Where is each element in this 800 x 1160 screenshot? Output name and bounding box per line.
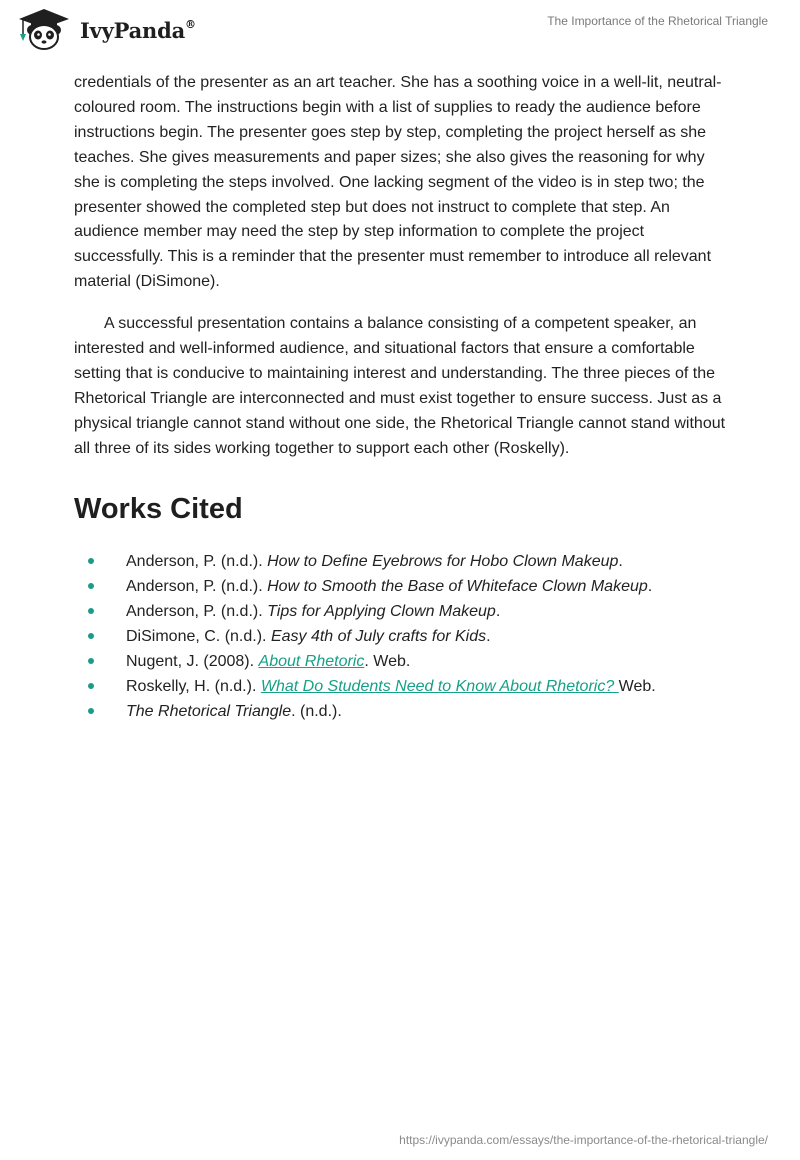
reference-item: Anderson, P. (n.d.). How to Define Eyebrows for Hobo Clown Makeup. [74, 549, 734, 574]
running-title: The Importance of the Rhetorical Triangle [547, 14, 768, 28]
brand-name: IvyPanda® [80, 17, 196, 43]
page-header [0, 0, 800, 70]
bullet-icon [88, 708, 94, 714]
works-cited-list [74, 549, 734, 724]
footer-url[interactable]: https://ivypanda.com/essays/the-importance-of-the-rhetorical-triangle/ [399, 1133, 768, 1147]
reference-item: Anderson, P. (n.d.). How to Smooth the Base of Whiteface Clown Makeup. [74, 574, 734, 599]
about-rhetoric-link[interactable]: About Rhetoric [258, 652, 365, 670]
body-paragraph: A successful presentation contains a balance consisting of a competent speaker, an interested and well-informed audience, and situational factors that ensure a comfortable setting that is conducive to maintaining interest and understanding. The three pieces of the Rhetorical Triangle are interconnected and must exist together to ensure success. Just as a physical triangle cannot stand without one side, the Rhetorical Triangle cannot stand without all three of its sides working together to support each other (Roskelly). [74, 315, 726, 457]
bullet-icon [88, 658, 94, 664]
reference-item: Roskelly, H. (n.d.). What Do Students Need to Know About Rhetoric? Web. [74, 674, 734, 699]
reference-item: The Rhetorical Triangle. (n.d.). [74, 699, 734, 724]
body-paragraph: credentials of the presenter as an art teacher. She has a soothing voice in a well-lit, neutral-coloured room. The instructions begin with a list of supplies to ready the audience before instructions begin. The presenter goes step by step, completing the project herself as she teaches. She gives measurements and paper sizes; she also gives the reasoning for why she is completing the steps involved. One lacking segment of the video is in step two; the presenter showed the completed step but does not instruct to complete that step. An audience member may need the step by step information to complete the project successfully. This is a reminder that the presenter must remember to introduce all relevant material (DiSimone). [74, 74, 722, 291]
ivypanda-logo[interactable] [14, 8, 196, 50]
reference-item: Nugent, J. (2008). About Rhetoric. Web. [74, 649, 734, 674]
bullet-icon [88, 558, 94, 564]
essay-content [74, 71, 734, 724]
works-cited-heading: Works Cited [74, 492, 243, 525]
bullet-icon [88, 583, 94, 589]
bullet-icon [88, 608, 94, 614]
reference-item: Anderson, P. (n.d.). Tips for Applying Clown Makeup. [74, 599, 734, 624]
bullet-icon [88, 633, 94, 639]
students-rhetoric-link[interactable]: What Do Students Need to Know About Rhetoric? [260, 677, 619, 695]
reference-item: DiSimone, C. (n.d.). Easy 4th of July crafts for Kids. [74, 624, 734, 649]
bullet-icon [88, 683, 94, 689]
panda-icon [14, 8, 74, 50]
